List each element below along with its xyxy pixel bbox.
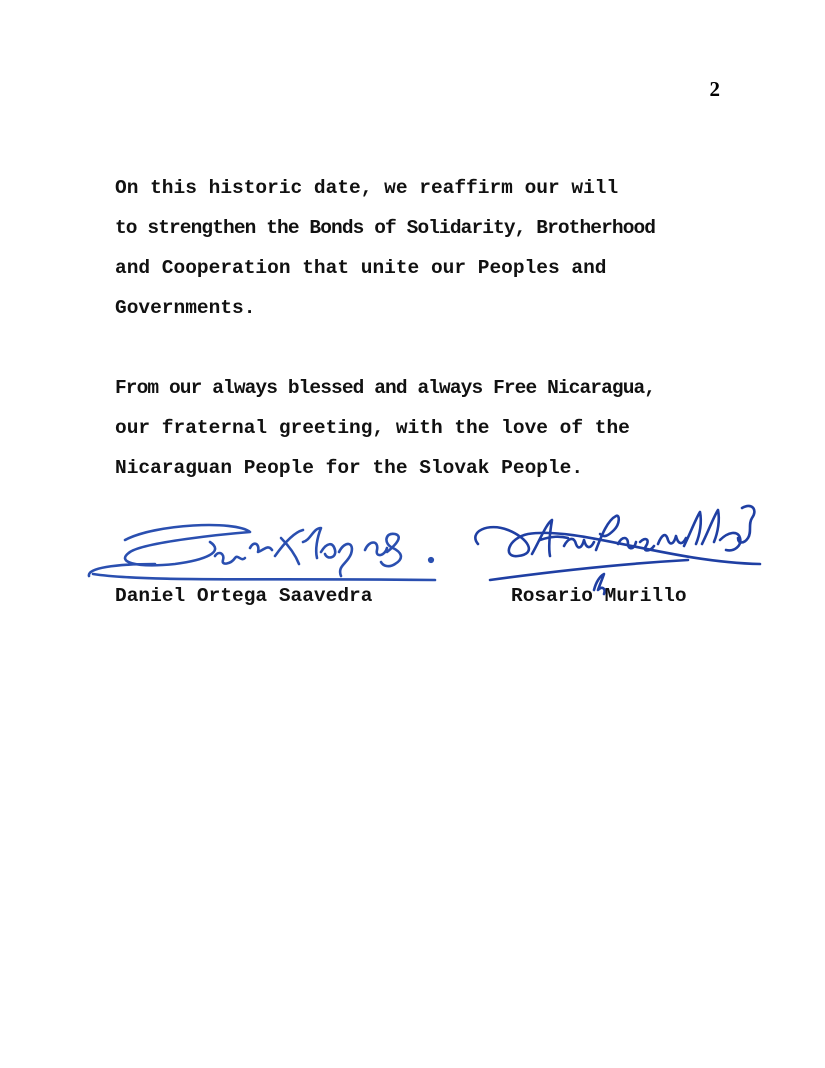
- paragraph-reaffirmation: [115, 168, 715, 328]
- ortega-signature-image: [85, 512, 445, 592]
- signer-name-ortega: Daniel Ortega Saavedra: [115, 585, 373, 607]
- signer-name-murillo: Rosario Murillo: [511, 585, 687, 607]
- paragraph-greeting: [115, 368, 715, 488]
- paragraph-line: and Cooperation that unite our Peoples and: [115, 257, 607, 279]
- paragraph-line: From our always blessed and always Free Nicaragua,: [115, 377, 656, 399]
- paragraph-line: our fraternal greeting, with the love of the: [115, 417, 630, 439]
- page-number: 2: [709, 77, 720, 101]
- paragraph-line: On this historic date, we reaffirm our will: [115, 177, 619, 199]
- paragraph-line: Governments.: [115, 297, 256, 319]
- paragraph-line: to strengthen the Bonds of Solidarity, Brotherhood: [115, 217, 656, 239]
- paragraph-line: Nicaraguan People for the Slovak People.: [115, 457, 584, 479]
